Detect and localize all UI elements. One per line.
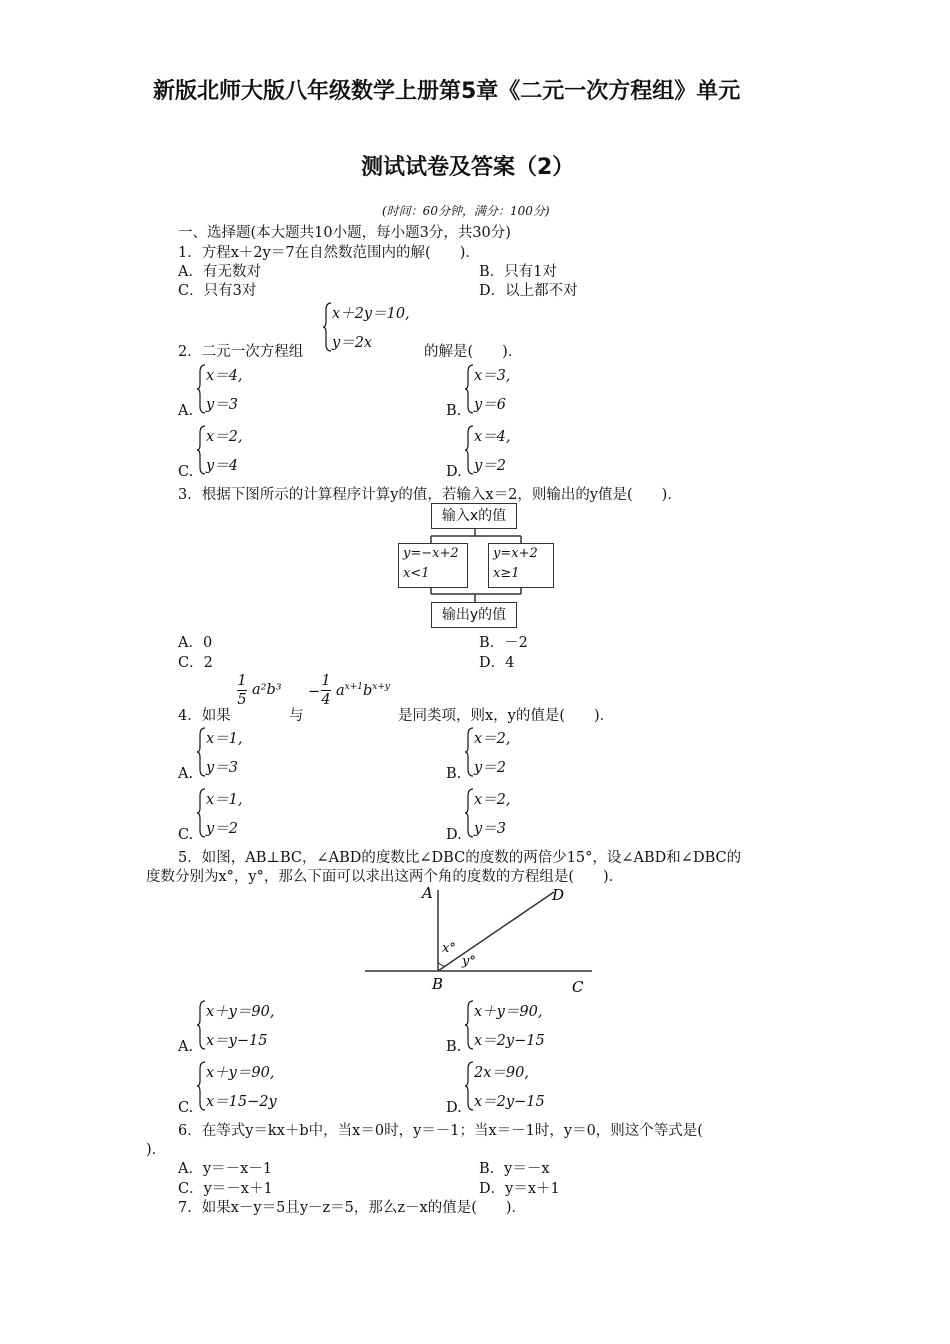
section-heading: 一、选择题(本大题共10小题，每小题3分，共30分) — [178, 225, 511, 241]
flowchart-output-label: 输出y的值 — [441, 607, 507, 623]
q4-a-line2: y＝3 — [206, 760, 238, 776]
flowchart-left-formula: y=−x+2 — [403, 546, 459, 561]
q2-system-line1: x＋2y＝10, — [332, 306, 410, 322]
q5-option-d-label: D. — [446, 1100, 462, 1116]
question-5-line1: 5．如图，AB⊥BC，∠ABD的度数比∠DBC的度数的两倍少15°，设∠ABD和∠DBC的 — [178, 850, 742, 866]
exam-meta: (时间：60分钟，满分：100分) — [382, 204, 550, 218]
q4-term-2 — [336, 682, 390, 699]
question-4-prefix: 4．如果 — [178, 708, 231, 724]
brace-icon — [196, 727, 206, 777]
q4-a-line1: x＝1, — [206, 731, 243, 747]
q2-c-line2: y＝4 — [206, 458, 238, 474]
flowchart-left-box — [398, 543, 468, 588]
question-4-suffix: 是同类项，则x，y的值是( )． — [398, 708, 615, 724]
question-2-suffix: 的解是( )． — [424, 344, 523, 360]
q4-option-a-label: A. — [178, 766, 194, 782]
question-4-mid: 与 — [289, 708, 304, 724]
flowchart-right-condition: x≥1 — [493, 566, 520, 581]
q4-term-2-exp-a: x+1 — [344, 682, 363, 692]
q4-b-line1: x＝2, — [474, 731, 511, 747]
flowchart-right-formula: y=x+2 — [493, 546, 538, 561]
q6-option-d: D．y＝x＋1 — [479, 1181, 560, 1197]
q4-fraction-1 — [236, 673, 248, 708]
q5-a-line1: x＋y＝90, — [206, 1004, 275, 1020]
q5-option-b-label: B. — [446, 1039, 462, 1055]
q4-c-line2: y＝2 — [206, 821, 238, 837]
brace-icon — [196, 364, 206, 414]
label-c: C — [572, 978, 584, 996]
q2-system-line2: y＝2x — [332, 335, 373, 351]
q3-option-b: B．－2 — [479, 635, 528, 651]
q2-a-line1: x＝4, — [206, 368, 243, 384]
q2-a-line2: y＝3 — [206, 397, 238, 413]
q5-d-line2: x＝2y−15 — [474, 1094, 545, 1110]
q4-d-line1: x＝2, — [474, 792, 511, 808]
page-title-line1: 新版北师大版八年级数学上册第5章《二元一次方程组》单元 — [153, 79, 741, 104]
q3-option-c: C．2 — [178, 655, 213, 671]
flowchart-output-box — [431, 602, 517, 628]
brace-icon — [196, 788, 206, 838]
question-6-line2: )． — [146, 1142, 167, 1158]
q3-option-a: A．0 — [178, 635, 213, 651]
q6-option-b: B．y＝－x — [479, 1161, 550, 1177]
q5-option-c-label: C. — [178, 1100, 194, 1116]
brace-icon — [464, 727, 474, 777]
q2-b-line2: y＝6 — [474, 397, 506, 413]
brace-icon — [196, 425, 206, 475]
label-d: D — [552, 886, 565, 904]
q2-d-line2: y＝2 — [474, 458, 506, 474]
brace-icon — [464, 1061, 474, 1111]
q4-term-2-sign: − — [308, 684, 321, 700]
brace-icon — [196, 1061, 206, 1111]
question-3: 3．根据下图所示的计算程序计算y的值，若输入x＝2，则输出的y值是( )． — [178, 487, 682, 503]
brace-icon — [464, 425, 474, 475]
label-y: y° — [462, 954, 476, 969]
fraction-bar — [321, 690, 331, 691]
q2-option-a-label: A. — [178, 403, 194, 419]
q5-d-line1: 2x＝90, — [474, 1065, 529, 1081]
flowchart-left-condition: x<1 — [403, 566, 430, 581]
q4-term-2-base-b: b — [363, 682, 373, 699]
angle-figure — [362, 882, 602, 997]
q4-option-c-label: C. — [178, 827, 194, 843]
question-7: 7．如果x－y＝5且y－z＝5，那么z－x的值是( )． — [178, 1200, 527, 1216]
q1-option-d: D．以上都不对 — [479, 283, 578, 299]
label-b: B — [432, 975, 444, 993]
brace-icon — [464, 1000, 474, 1050]
q4-c-line1: x＝1, — [206, 792, 243, 808]
q5-option-a-label: A. — [178, 1039, 194, 1055]
q2-option-d-label: D. — [446, 464, 462, 480]
q1-option-b: B．只有1对 — [479, 264, 557, 280]
q4-d-line2: y＝3 — [474, 821, 506, 837]
q5-b-line1: x＋y＝90, — [474, 1004, 543, 1020]
q4-option-b-label: B. — [446, 766, 462, 782]
q2-option-c-label: C. — [178, 464, 194, 480]
q4-f1-numerator: 1 — [237, 673, 247, 689]
q5-c-line1: x＋y＝90, — [206, 1065, 275, 1081]
flowchart-input-label: 输入x的值 — [441, 508, 507, 524]
flowchart-right-box — [488, 543, 554, 588]
q4-b-line2: y＝2 — [474, 760, 506, 776]
q1-option-a: A．有无数对 — [178, 264, 261, 280]
brace-icon — [196, 1000, 206, 1050]
q4-f1-denominator: 5 — [237, 692, 247, 708]
brace-icon — [464, 788, 474, 838]
brace-icon — [322, 302, 332, 352]
q2-d-line1: x＝4, — [474, 429, 511, 445]
q6-option-a: A．y＝－x－1 — [178, 1161, 273, 1177]
question-1: 1．方程x＋2y＝7在自然数范围内的解( )． — [178, 245, 480, 261]
q4-term-2-exp-b: x+y — [372, 682, 390, 692]
q4-f2-denominator: 4 — [321, 692, 331, 708]
q2-c-line1: x＝2, — [206, 429, 243, 445]
q4-f2-numerator: 1 — [321, 673, 331, 689]
angle-arc — [438, 962, 445, 966]
q5-a-line2: x＝y−15 — [206, 1033, 268, 1049]
label-x: x° — [442, 941, 456, 956]
question-6-line1: 6．在等式y＝kx＋b中，当x＝0时，y＝－1；当x＝－1时，y＝0，则这个等式是( — [178, 1123, 703, 1139]
q4-term-2-base-a: a — [336, 682, 345, 699]
brace-icon — [464, 364, 474, 414]
question-2-prefix: 2．二元一次方程组 — [178, 344, 304, 360]
q5-c-line2: x＝15−2y — [206, 1094, 277, 1110]
q4-option-d-label: D. — [446, 827, 462, 843]
q5-b-line2: x＝2y−15 — [474, 1033, 545, 1049]
question-5-line2: 度数分别为x°，y°，那么下面可以求出这两个角的度数的方程组是( )． — [146, 869, 624, 885]
q3-option-d: D．4 — [479, 655, 515, 671]
flowchart-input-box — [431, 503, 517, 529]
q4-term-1: a²b³ — [252, 682, 282, 698]
page-title-line2: 测试试卷及答案（2） — [361, 155, 575, 180]
fraction-bar — [237, 690, 247, 691]
q1-option-c: C．只有3对 — [178, 283, 257, 299]
label-a: A — [422, 884, 433, 902]
q6-option-c: C．y＝－x＋1 — [178, 1181, 273, 1197]
q2-b-line1: x＝3, — [474, 368, 511, 384]
line-bd — [438, 892, 554, 971]
q4-fraction-2 — [320, 673, 332, 708]
q2-option-b-label: B. — [446, 403, 462, 419]
